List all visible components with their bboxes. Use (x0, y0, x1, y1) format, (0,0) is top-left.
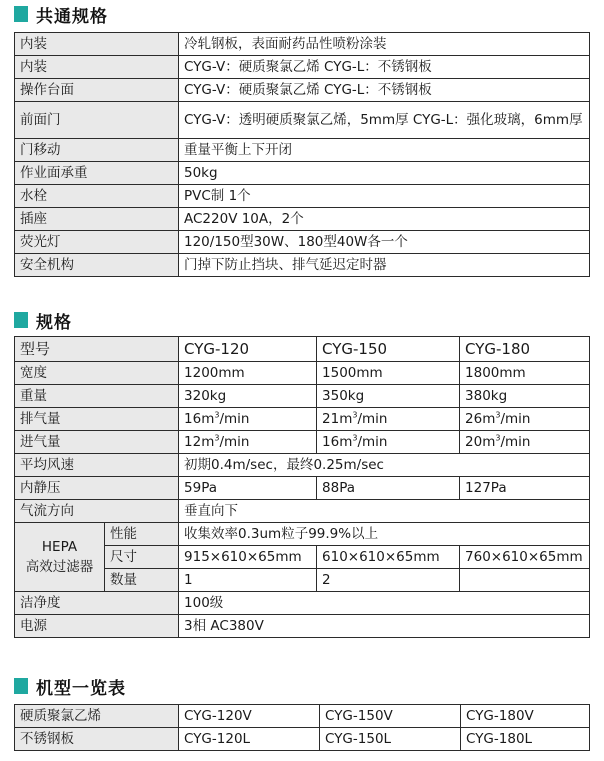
row-value: 50kg (179, 162, 590, 185)
value-unit: /min (500, 410, 531, 427)
value-superscript: 3 (352, 410, 358, 419)
row-label: 电源 (15, 615, 179, 638)
table-row (15, 705, 590, 728)
section-title-spec (0, 308, 72, 332)
row-value: CYG-V：透明硬质聚氯乙烯，5mm厚 CYG-L：强化玻璃，6mm厚 (179, 102, 590, 139)
table-row (15, 592, 590, 615)
table-row (15, 254, 590, 277)
model-header-120: CYG-120 (179, 337, 317, 362)
value-number: 16m (184, 410, 215, 427)
row-value: CYG-V：硬质聚氯乙烯 CYG-L：不锈钢板 (179, 79, 590, 102)
section-title-text: 共通规格 (36, 6, 108, 27)
table-row (15, 231, 590, 254)
value-superscript: 3 (495, 433, 501, 442)
value-unit: /min (357, 410, 388, 427)
row-label: 数量 (105, 569, 179, 592)
section-title-text: 机型一览表 (36, 678, 126, 699)
table-row (15, 523, 590, 546)
value-number: 21m (322, 410, 353, 427)
common-spec-table (14, 32, 590, 277)
table-row (15, 408, 590, 431)
value-superscript: 3 (352, 433, 358, 442)
section-marker-icon (14, 312, 28, 328)
row-label: 进气量 (15, 431, 179, 454)
table-row (15, 79, 590, 102)
table-row (15, 362, 590, 385)
row-label: 内静压 (15, 477, 179, 500)
row-value: AC220V 10A，2个 (179, 208, 590, 231)
model-code: CYG-180V (461, 705, 590, 728)
row-label: 安全机构 (15, 254, 179, 277)
row-label: 操作台面 (15, 79, 179, 102)
intake-value (179, 431, 317, 454)
row-value: CYG-V：硬质聚氯乙烯 CYG-L：不锈钢板 (179, 56, 590, 79)
row-value: 门掉下防止挡块、排气延迟定时器 (179, 254, 590, 277)
row-label: 气流方向 (15, 500, 179, 523)
section-title-common (0, 2, 108, 26)
table-row (15, 162, 590, 185)
row-value: 120/150型30W、180型40W各一个 (179, 231, 590, 254)
model-code: CYG-180L (461, 728, 590, 751)
weight-value: 350kg (317, 385, 460, 408)
row-label: 前面门 (15, 102, 179, 139)
value-superscript: 3 (495, 410, 501, 419)
row-value: 冷轧钢板，表面耐药品性喷粉涂装 (179, 33, 590, 56)
row-label: 排气量 (15, 408, 179, 431)
row-label: 重量 (15, 385, 179, 408)
table-row (15, 56, 590, 79)
static-pressure-value: 59Pa (179, 477, 317, 500)
model-header-180: CYG-180 (460, 337, 590, 362)
weight-value: 380kg (460, 385, 590, 408)
hepa-size-value: 610×610×65mm (317, 546, 460, 569)
intake-value (317, 431, 460, 454)
exhaust-value (317, 408, 460, 431)
hepa-size-value: 760×610×65mm (460, 546, 590, 569)
section-marker-icon (14, 6, 28, 22)
value-unit: /min (219, 433, 250, 450)
section-marker-icon (14, 678, 28, 694)
value-unit: /min (357, 433, 388, 450)
hepa-size-value: 915×610×65mm (179, 546, 317, 569)
row-label: 尺寸 (105, 546, 179, 569)
spec-table (14, 336, 590, 638)
row-label: 门移动 (15, 139, 179, 162)
hepa-label-line1: HEPA (41, 539, 78, 555)
value-number: 12m (184, 433, 215, 450)
value-unit: /min (500, 433, 531, 450)
table-row (15, 208, 590, 231)
row-label: 硬质聚氯乙烯 (15, 705, 179, 728)
static-pressure-value: 88Pa (317, 477, 460, 500)
row-label: 插座 (15, 208, 179, 231)
section-title-models (0, 674, 126, 698)
width-value: 1500mm (317, 362, 460, 385)
row-label: 性能 (105, 523, 179, 546)
model-code: CYG-150L (320, 728, 461, 751)
weight-value: 320kg (179, 385, 317, 408)
hepa-label (15, 523, 105, 592)
model-header-150: CYG-150 (317, 337, 460, 362)
hepa-count-value (460, 569, 590, 592)
airflow-value: 垂直向下 (179, 500, 590, 523)
width-value: 1800mm (460, 362, 590, 385)
table-row (15, 33, 590, 56)
intake-value (460, 431, 590, 454)
power-value: 3相 AC380V (179, 615, 590, 638)
row-label: 平均风速 (15, 454, 179, 477)
model-code: CYG-120V (179, 705, 320, 728)
model-list-table (14, 704, 590, 751)
hepa-count-value: 2 (317, 569, 460, 592)
value-number: 26m (465, 410, 496, 427)
row-label: 洁净度 (15, 592, 179, 615)
model-code: CYG-120L (179, 728, 320, 751)
section-title-text: 规格 (36, 312, 72, 333)
hepa-performance-value: 收集效率0.3um粒子99.9%以上 (179, 523, 590, 546)
table-row (15, 185, 590, 208)
table-row (15, 385, 590, 408)
row-label: 内装 (15, 56, 179, 79)
table-row (15, 337, 590, 362)
table-row (15, 102, 590, 139)
row-label: 内装 (15, 33, 179, 56)
row-value: 重量平衡上下开闭 (179, 139, 590, 162)
value-number: 20m (465, 433, 496, 450)
exhaust-value (460, 408, 590, 431)
row-label: 荧光灯 (15, 231, 179, 254)
hepa-label-line2: 高效过滤器 (25, 559, 94, 575)
cleanliness-value: 100级 (179, 592, 590, 615)
table-row (15, 728, 590, 751)
row-label: 作业面承重 (15, 162, 179, 185)
hepa-count-value: 1 (179, 569, 317, 592)
width-value: 1200mm (179, 362, 317, 385)
exhaust-value (179, 408, 317, 431)
table-row (15, 431, 590, 454)
value-superscript: 3 (214, 433, 220, 442)
table-row (15, 139, 590, 162)
value-unit: /min (219, 410, 250, 427)
table-row (15, 477, 590, 500)
row-label: 水栓 (15, 185, 179, 208)
table-row (15, 615, 590, 638)
table-row (15, 500, 590, 523)
table-row (15, 454, 590, 477)
row-value: PVC制 1个 (179, 185, 590, 208)
model-header-label: 型号 (15, 337, 179, 362)
value-superscript: 3 (214, 410, 220, 419)
avg-wind-value: 初期0.4m/sec，最终0.25m/sec (179, 454, 590, 477)
static-pressure-value: 127Pa (460, 477, 590, 500)
model-code: CYG-150V (320, 705, 461, 728)
value-number: 16m (322, 433, 353, 450)
row-label: 不锈钢板 (15, 728, 179, 751)
row-label: 宽度 (15, 362, 179, 385)
